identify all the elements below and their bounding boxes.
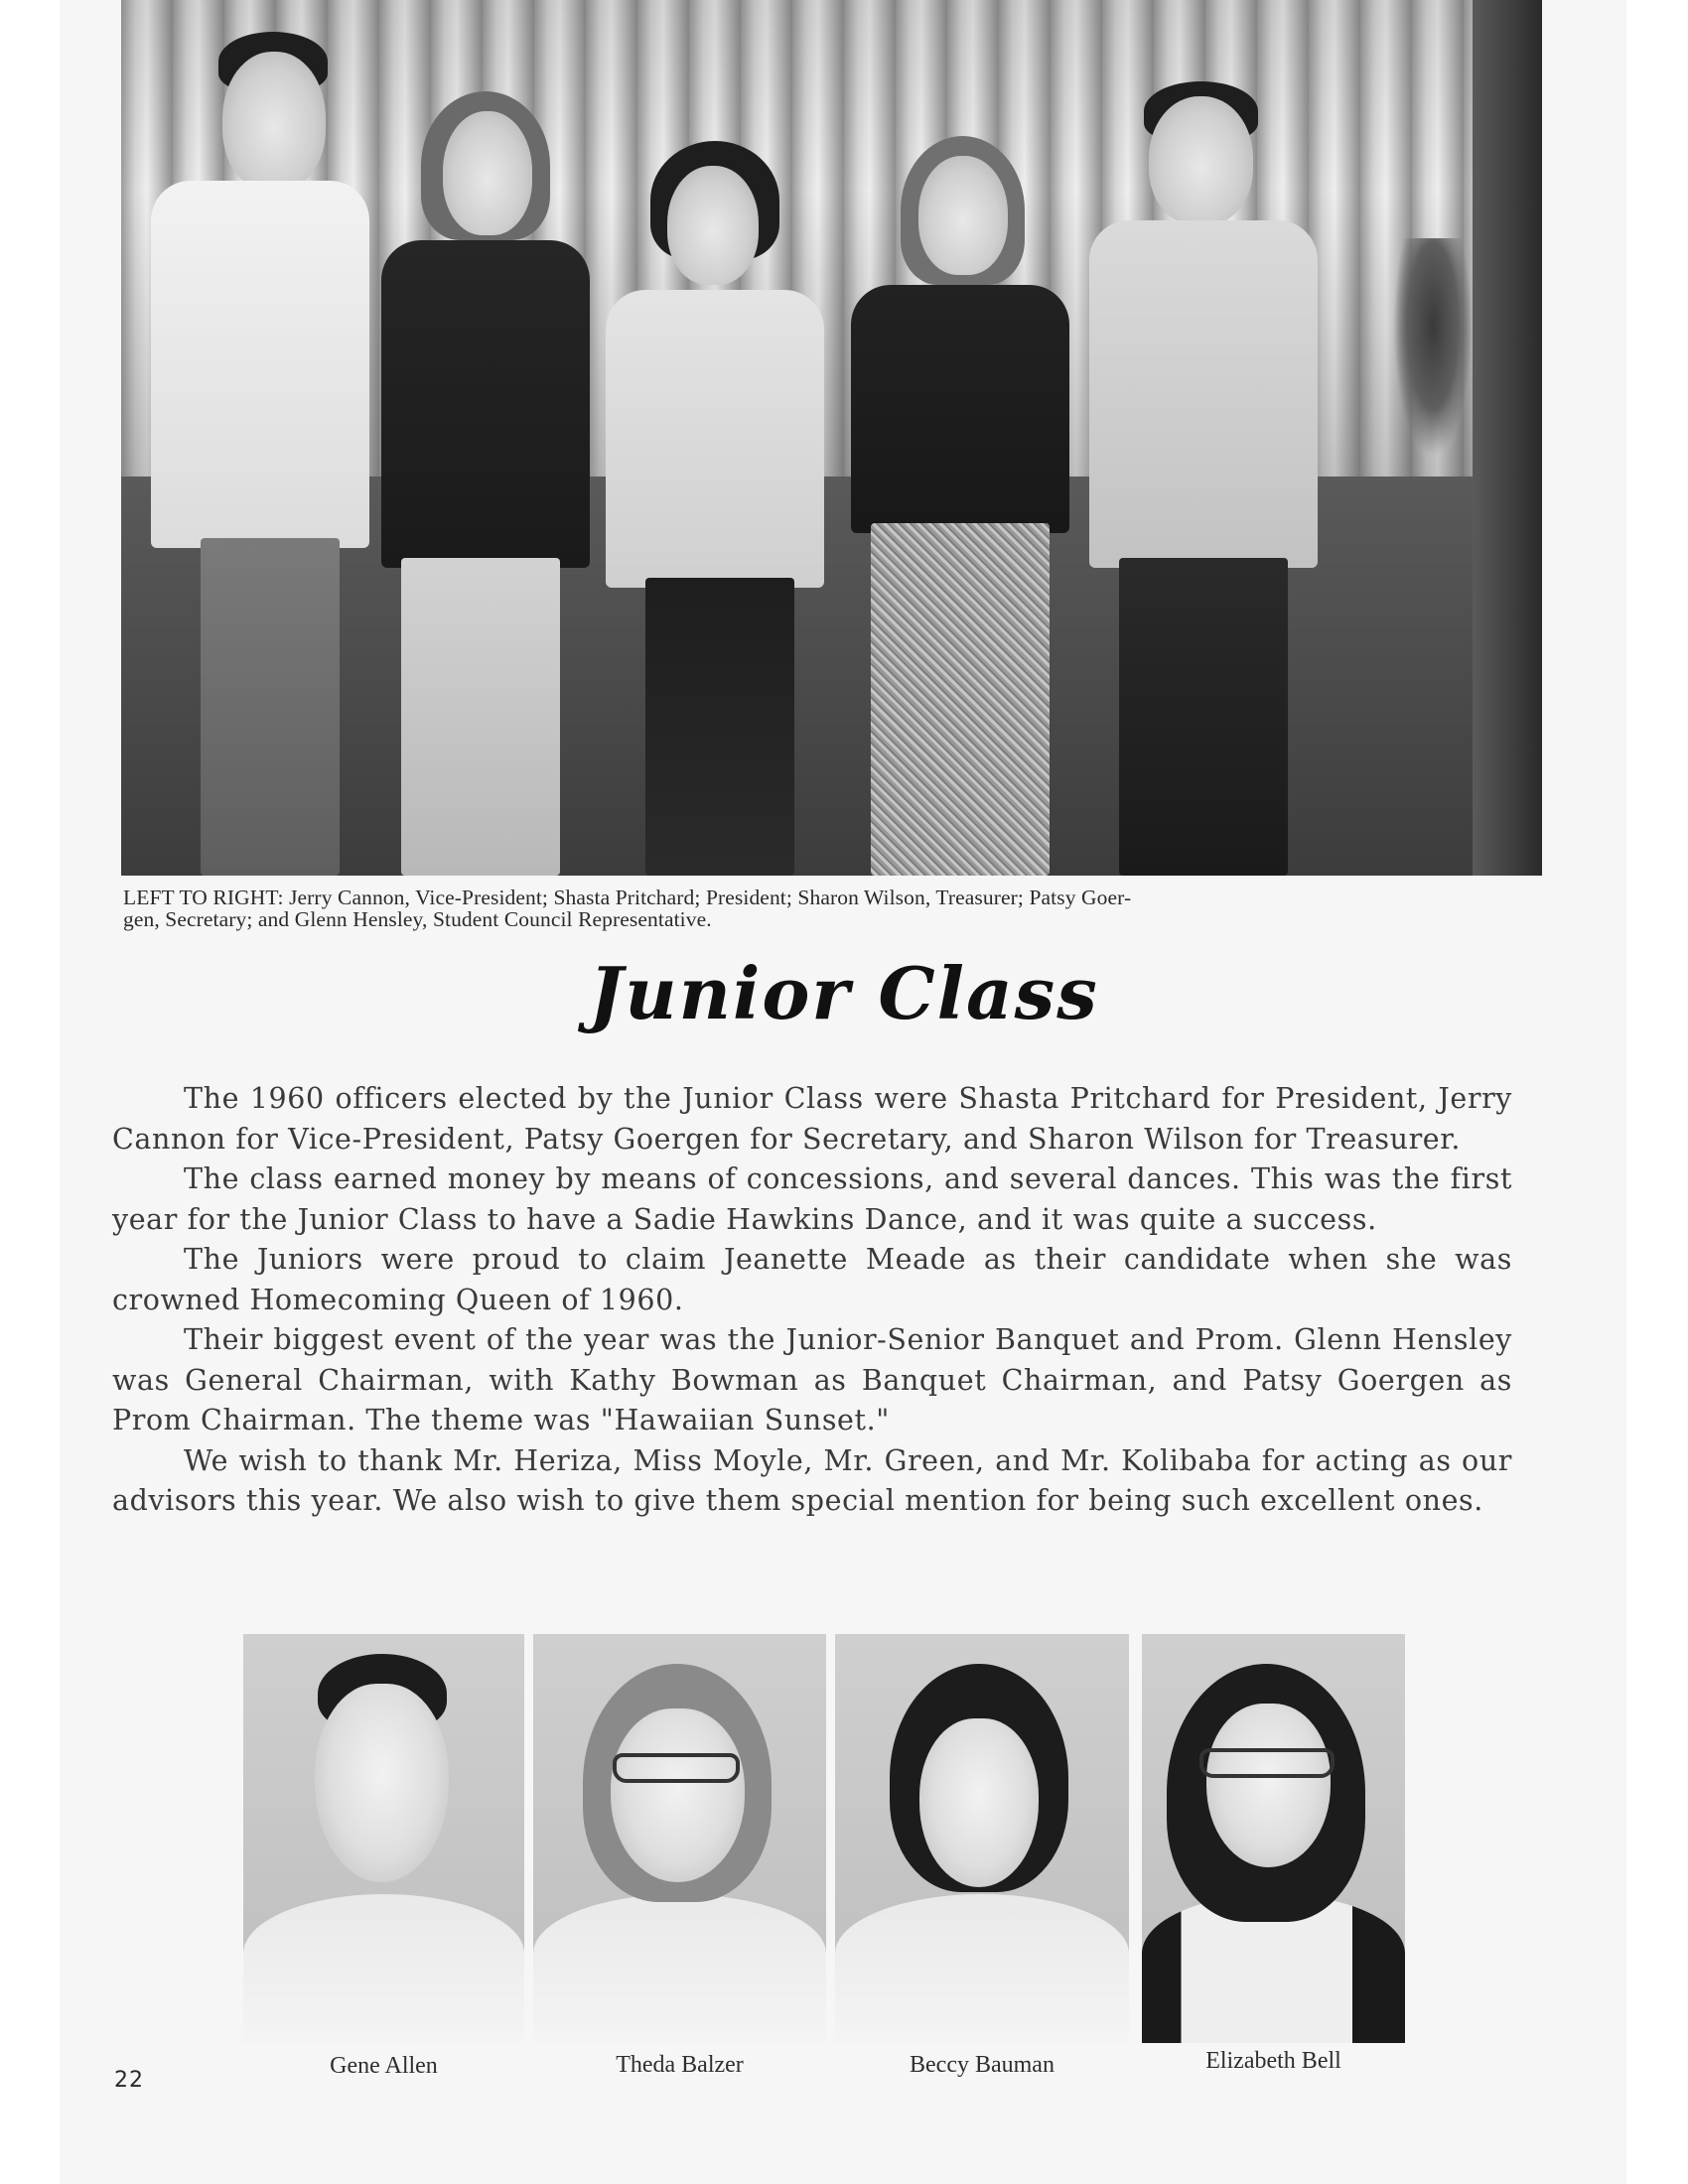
officers-group-photo (121, 0, 1542, 876)
paragraph-officers: The 1960 officers elected by the Junior Class were Shasta Pritchard for President, Jerry Cannon for Vice-President, Patsy Goergen for Secretary, and Sharon Wilson for Treasurer. (112, 1082, 1512, 1156)
page-number: 22 (114, 2068, 144, 2093)
door-frame (1473, 0, 1542, 876)
portrait-photo (835, 1634, 1129, 2043)
potted-plant (1393, 238, 1473, 457)
portrait-name: Elizabeth Bell (1205, 2048, 1341, 2074)
paragraph-homecoming: The Juniors were proud to claim Jeanette Meade as their candidate when she was crowned Homecoming Queen of 1960. (112, 1243, 1512, 1316)
person-shasta-pritchard (381, 91, 590, 876)
portrait-photo (243, 1634, 524, 2043)
paragraph-prom: Their biggest event of the year was the Junior-Senior Banquet and Prom. Glenn Hensley was General Chairman, with Kathy Bowman as Banquet Chairman, and Patsy Goergen as Prom Chairman. The theme was "Hawaiian Sunset." (112, 1323, 1512, 1436)
photo-caption (123, 887, 1543, 930)
person-jerry-cannon (141, 32, 379, 876)
person-patsy-goergen (851, 136, 1069, 876)
portrait-name: Gene Allen (330, 2053, 438, 2079)
paragraph-advisors: We wish to thank Mr. Heriza, Miss Moyle, Mr. Green, and Mr. Kolibaba for acting as our advisors this year. We also wish to give them special mention for being such excellent ones. (112, 1443, 1512, 1517)
portrait-name: Beccy Bauman (910, 2052, 1055, 2078)
caption-line-1: LEFT TO RIGHT: Jerry Cannon, Vice-President; Shasta Pritchard; President; Sharon Wilson, Treasurer; Patsy Goer- (123, 886, 1132, 909)
paragraph-fundraising: The class earned money by means of concessions, and several dances. This was the first year for the Junior Class to have a Sadie Hawkins Dance, and it was quite a success. (112, 1162, 1512, 1236)
caption-line-2: gen, Secretary; and Glenn Hensley, Student Council Representative. (123, 907, 712, 931)
person-glenn-hensley (1089, 81, 1318, 876)
portrait-name: Theda Balzer (616, 2052, 744, 2078)
page-title: Junior Class (589, 951, 1099, 1035)
person-sharon-wilson (606, 141, 824, 876)
article-body (112, 1079, 1512, 1522)
portrait-photo (1142, 1634, 1405, 2043)
portrait-photo (533, 1634, 826, 2043)
